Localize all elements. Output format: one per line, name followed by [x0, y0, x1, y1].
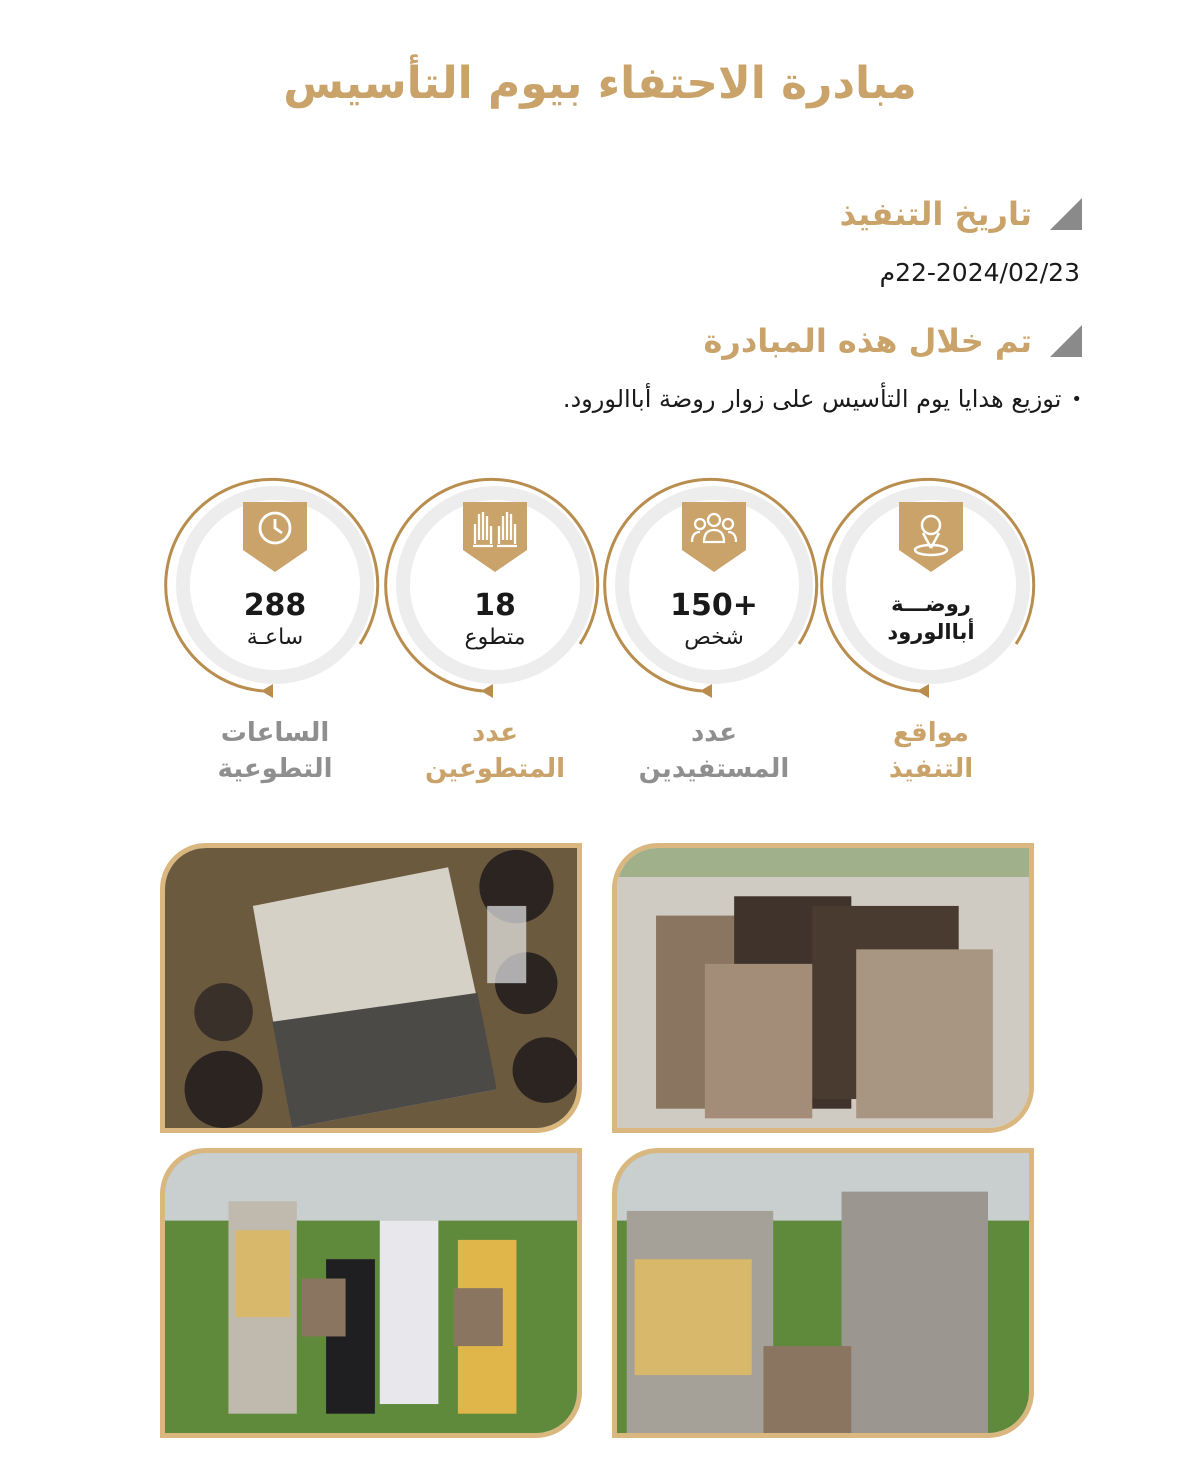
- raised-hands-icon: [461, 500, 529, 574]
- triangle-marker-icon: [1050, 198, 1082, 230]
- volunteers-unit: متطوع: [464, 625, 526, 650]
- stat-location: [816, 470, 1046, 700]
- photo-gift-bags: [612, 843, 1034, 1133]
- stat-label-location: مواقع التنفيذ: [888, 718, 974, 784]
- stat-volunteers: [380, 470, 610, 700]
- photo-volunteer-giving-gift: [612, 1148, 1034, 1438]
- photo-book-and-sweets: [160, 843, 582, 1133]
- hours-value: 288: [243, 588, 307, 623]
- triangle-marker-icon: [1050, 325, 1082, 357]
- people-group-icon: [680, 500, 748, 574]
- actions-heading: تم خلال هذه المبادرة: [703, 322, 1032, 360]
- clock-icon: [241, 500, 309, 574]
- bullet-dot-icon: •: [1071, 388, 1082, 410]
- list-item: [563, 385, 1082, 413]
- photo-volunteer-with-children: [160, 1148, 582, 1438]
- stat-label-hours: الساعات التطوعية: [217, 718, 333, 784]
- beneficiaries-unit: شخص: [684, 625, 744, 650]
- stat-hours: [160, 470, 390, 700]
- volunteers-value: 18: [474, 588, 516, 623]
- date-section-heading: [840, 195, 1082, 233]
- date-heading: تاريخ التنفيذ: [839, 195, 1032, 233]
- location-pin-icon: [897, 500, 965, 574]
- hours-unit: ساعـة: [246, 625, 304, 650]
- action-text: توزيع هدايا يوم التأسيس على زوار روضة أباالورود.: [562, 385, 1062, 413]
- execution-date: 22-2024/02/23م: [879, 258, 1080, 287]
- beneficiaries-value: 150+: [670, 588, 758, 623]
- location-name: روضـــة أباالورود: [887, 592, 975, 644]
- actions-section-heading: [704, 322, 1082, 360]
- stat-label-beneficiaries: عدد المستفيدين: [638, 718, 790, 784]
- stat-label-volunteers: عدد المتطوعين: [424, 718, 566, 784]
- page-title: مبادرة الاحتفاء بيوم التأسيس: [283, 58, 917, 109]
- stat-beneficiaries: [599, 470, 829, 700]
